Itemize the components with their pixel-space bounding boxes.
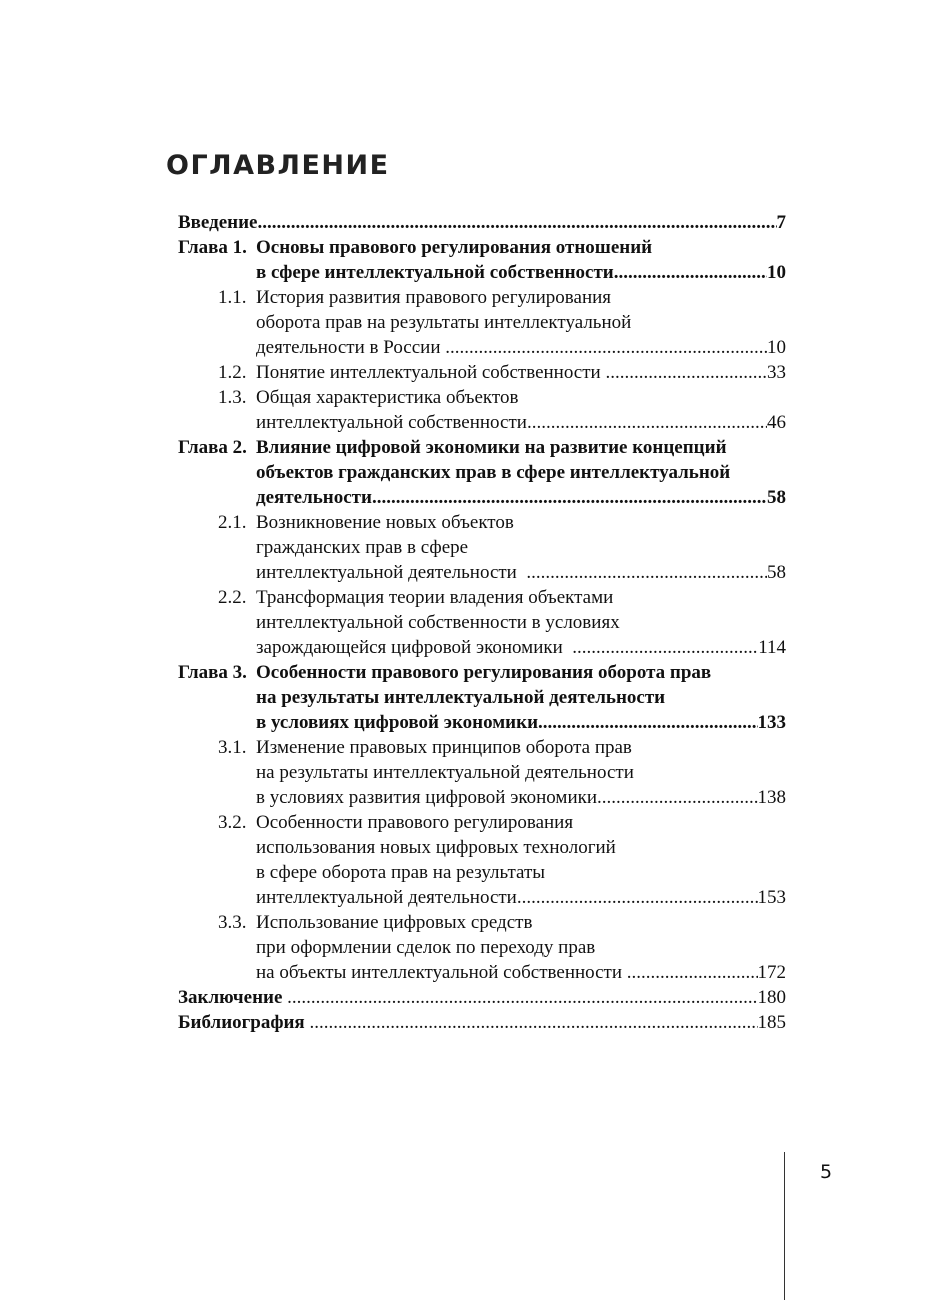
- section-number: 3.3.: [218, 912, 247, 933]
- section-number: 2.1.: [218, 512, 247, 533]
- toc-page-number: 138: [757, 787, 786, 808]
- section-number: 1.3.: [218, 387, 247, 408]
- leader-dots: [605, 360, 767, 385]
- toc-section-2-1[interactable]: [178, 510, 786, 585]
- toc-line: при оформлении сделок по переходу прав: [256, 937, 596, 958]
- toc-line: деятельности в России: [256, 337, 446, 358]
- toc-line: интеллектуальной собственности в условиях: [256, 612, 620, 633]
- chapter-number: Глава 3.: [178, 662, 247, 683]
- toc-line: Особенности правового регулирования: [256, 812, 574, 833]
- toc-line: Использование цифровых средств: [256, 912, 533, 933]
- toc-line: в условиях развития цифровой экономики: [256, 787, 598, 808]
- toc-page-number: 172: [757, 962, 786, 983]
- toc-line: Возникновение новых объектов: [256, 512, 514, 533]
- toc-line: интеллектуальной деятельности: [256, 562, 527, 583]
- toc-section-2-2[interactable]: [178, 585, 786, 660]
- toc-chapter-2[interactable]: [178, 435, 786, 510]
- toc-line: интеллектуальной собственности: [256, 412, 527, 433]
- toc-line: Трансформация теории владения объектами: [256, 587, 614, 608]
- toc-entry-title: Заключение: [178, 987, 288, 1008]
- leader-dots: [445, 335, 767, 360]
- leader-dots: [372, 485, 767, 510]
- toc-line: Особенности правового регулирования оборота прав: [256, 662, 712, 683]
- section-number: 1.1.: [218, 287, 247, 308]
- toc-entry-title: Введение: [178, 212, 258, 233]
- section-number: 3.2.: [218, 812, 247, 833]
- toc-page-number: 153: [757, 887, 786, 908]
- toc-section-1-1[interactable]: [178, 285, 786, 360]
- toc-entry-bibliography[interactable]: [178, 1010, 786, 1035]
- chapter-number: Глава 1.: [178, 237, 247, 258]
- toc-page-number: 46: [767, 412, 786, 433]
- leader-dots: [614, 260, 767, 285]
- chapter-number: Глава 2.: [178, 437, 247, 458]
- toc-line: Изменение правовых принципов оборота прав: [256, 737, 632, 758]
- toc-page-number: 7: [776, 212, 786, 233]
- leader-dots: [309, 1010, 757, 1035]
- toc-line: на результаты интеллектуальной деятельности: [256, 687, 666, 708]
- toc-line: в сфере оборота прав на результаты: [256, 862, 546, 883]
- toc-page-number: 10: [767, 262, 786, 283]
- toc-line: История развития правового регулирования: [256, 287, 612, 308]
- toc-line: в условиях цифровой экономики: [256, 712, 539, 733]
- toc-section-3-3[interactable]: [178, 910, 786, 985]
- section-number: 1.2.: [218, 362, 247, 383]
- toc-entry-intro[interactable]: [178, 210, 786, 235]
- page-number: 5: [820, 1161, 833, 1183]
- toc-page-number: 180: [757, 987, 786, 1008]
- margin-rule: [784, 1152, 785, 1300]
- table-of-contents: [178, 210, 786, 1035]
- toc-entry-title: Библиография: [178, 1012, 310, 1033]
- toc-line: интеллектуальной деятельности: [256, 887, 517, 908]
- toc-chapter-3[interactable]: [178, 660, 786, 735]
- leader-dots: [526, 560, 767, 585]
- toc-page-number: 33: [767, 362, 786, 383]
- leader-dots: [572, 635, 758, 660]
- toc-line: использования новых цифровых технологий: [256, 837, 616, 858]
- toc-line: Основы правового регулирования отношений: [256, 237, 653, 258]
- section-number: 3.1.: [218, 737, 247, 758]
- section-number: 2.2.: [218, 587, 247, 608]
- toc-line: зарождающейся цифровой экономики: [256, 637, 573, 658]
- toc-line: гражданских прав в сфере: [256, 537, 469, 558]
- toc-line: объектов гражданских прав в сфере интеллектуальной: [256, 462, 731, 483]
- leader-dots: [517, 885, 758, 910]
- toc-chapter-1[interactable]: [178, 235, 786, 285]
- leader-dots: [538, 710, 757, 735]
- toc-section-3-1[interactable]: [178, 735, 786, 810]
- toc-page-number: 114: [758, 637, 786, 658]
- toc-page-number: 133: [757, 712, 786, 733]
- toc-page-number: 58: [767, 487, 786, 508]
- toc-line: в сфере интеллектуальной собственности: [256, 262, 614, 283]
- toc-page-number: 185: [757, 1012, 786, 1033]
- toc-line: Общая характеристика объектов: [256, 387, 519, 408]
- leader-dots: [287, 985, 757, 1010]
- page-title: ОГЛАВЛЕНИЕ: [166, 150, 390, 181]
- toc-line: Понятие интеллектуальной собственности: [256, 362, 606, 383]
- leader-dots: [627, 960, 758, 985]
- leader-dots: [527, 410, 767, 435]
- toc-section-1-3[interactable]: [178, 385, 786, 435]
- toc-section-1-2[interactable]: [178, 360, 786, 385]
- toc-section-3-2[interactable]: [178, 810, 786, 910]
- toc-line: деятельности: [256, 487, 372, 508]
- leader-dots: [258, 210, 777, 235]
- leader-dots: [597, 785, 757, 810]
- toc-line: на результаты интеллектуальной деятельности: [256, 762, 634, 783]
- toc-entry-conclusion[interactable]: [178, 985, 786, 1010]
- toc-line: Влияние цифровой экономики на развитие концепций: [256, 437, 727, 458]
- toc-line: на объекты интеллектуальной собственности: [256, 962, 627, 983]
- toc-line: оборота прав на результаты интеллектуальной: [256, 312, 632, 333]
- toc-page-number: 10: [767, 337, 786, 358]
- toc-page-number: 58: [767, 562, 786, 583]
